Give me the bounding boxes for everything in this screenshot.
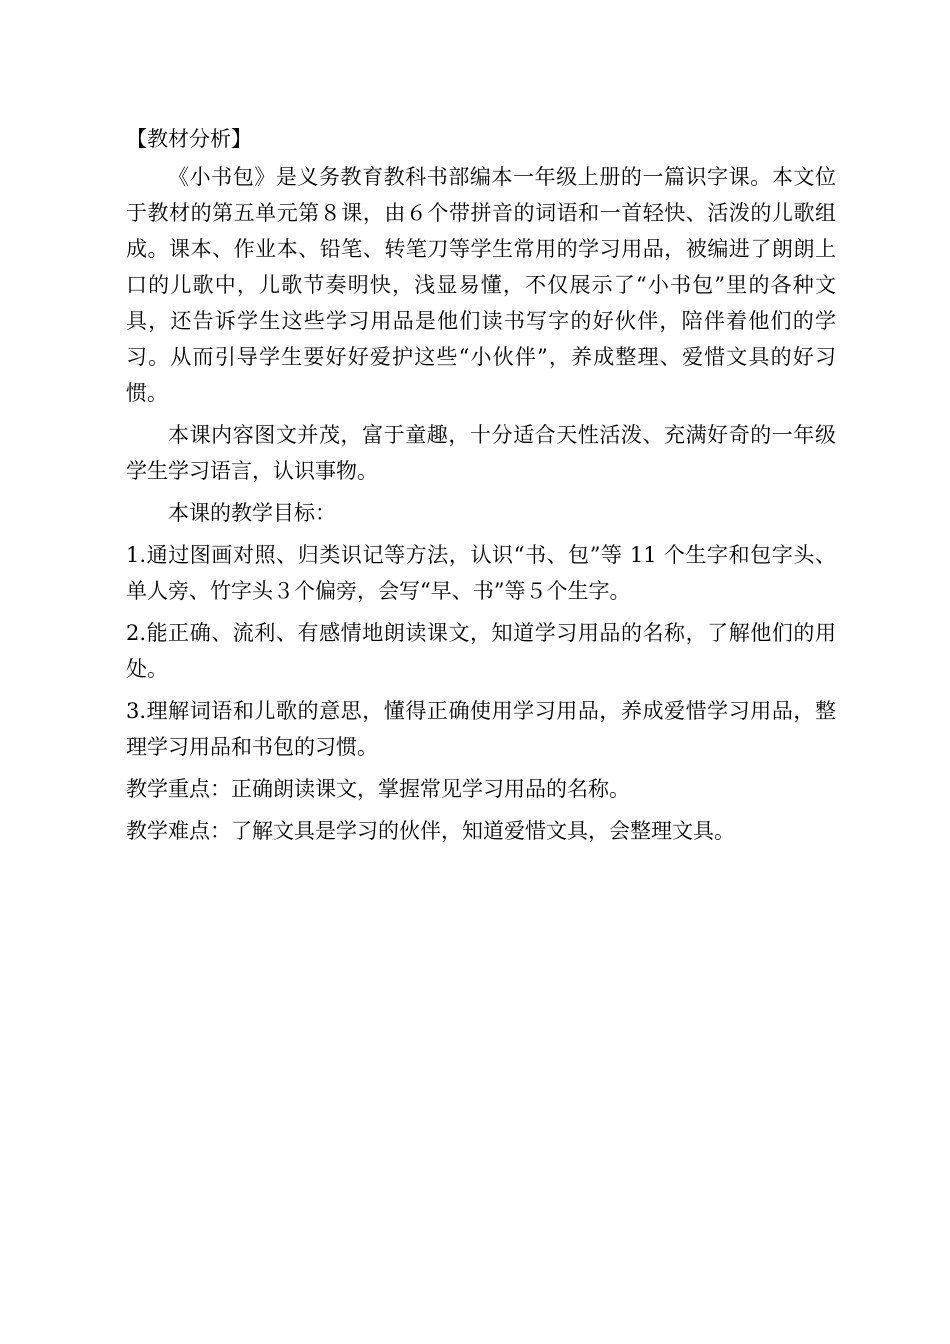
document-body [126,121,836,855]
key-point: 教学重点：正确朗读课文，掌握常见学习用品的名称。 [126,777,630,801]
intro-paragraph: 《小书包》是义务教育教科书部编本一年级上册的一篇识字课。本文位于教材的第五单元第８课，由６个带拼音的词语和一首轻快、活泼的儿歌组成。课本、作业本、铅笔、转笔刀等学生常用的学习用品，被编进了朗朗上口的儿歌中，儿歌节奏明快，浅显易懂，不仅展示了“小书包”里的各种文具，还告诉学生这些学习用品是他们读书写字的好伙伴，陪伴着他们的学习。从而引导学生要好好爱护这些“小伙伴”，养成整理、爱惜文具的好习惯。 [126,165,836,405]
difficult-point: 教学难点：了解文具是学习的伙伴，知道爱惜文具，会整理文具。 [126,819,735,843]
goal-item-1: 1.通过图画对照、归类识记等方法，认识“书、包”等 11 个生字和包字头、单人旁、竹字头３个偏旁，会写“早、书”等５个生字。 [126,543,836,603]
goal-item-3: 3.理解词语和儿歌的意思，懂得正确使用学习用品，养成爱惜学习用品，整理学习用品和书包的习惯。 [126,699,836,759]
goal-item-2: 2.能正确、流利、有感情地朗读课文，知道学习用品的名称，了解他们的用处。 [126,621,836,681]
content-paragraph: 本课内容图文并茂，富于童趣，十分适合天性活泼、充满好奇的一年级学生学习语言，认识事物。 [126,423,836,483]
section-heading: 【教材分析】 [126,127,252,151]
goals-intro: 本课的教学目标： [168,501,336,525]
